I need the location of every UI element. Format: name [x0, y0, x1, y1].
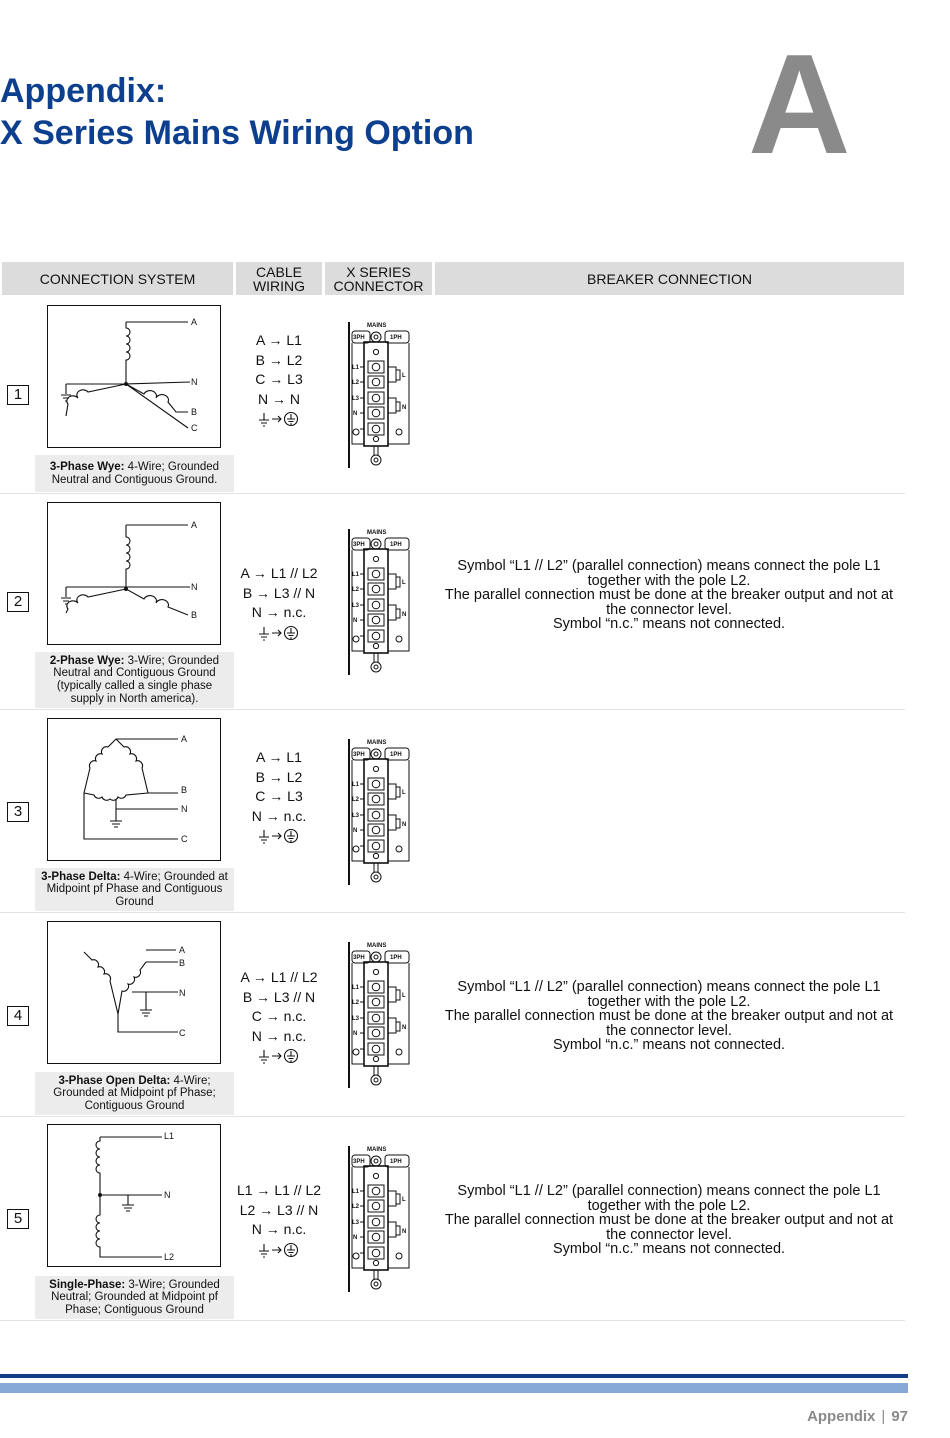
caption-title: 3-Phase Open Delta:: [58, 1074, 171, 1087]
connector-label-n-right: N: [402, 1229, 407, 1235]
diagram-label-l2: L2: [164, 1252, 175, 1262]
diagram-label-b: B: [181, 785, 188, 795]
connector-label-l2: L2: [352, 1204, 360, 1210]
wiring-line: N → n.c.: [251, 1221, 307, 1237]
connector-label-l1: L1: [352, 1189, 360, 1195]
row-number: 5: [7, 1209, 29, 1229]
connector-label-l: L: [402, 580, 406, 586]
wiring-diagram-3-phase-wye: [47, 305, 221, 448]
diagram-label-a: A: [179, 945, 186, 955]
diagram-label-a: A: [191, 317, 198, 327]
x-series-connector-diagram: [344, 940, 412, 1090]
breaker-connection-note: [436, 980, 902, 1053]
connection-caption: [35, 868, 234, 911]
wiring-line: B → L2: [255, 351, 303, 368]
connector-label-l1: L1: [352, 572, 360, 578]
wiring-line: A → L1 // L2: [240, 969, 318, 985]
connection-caption: [35, 652, 234, 708]
wiring-line: A → L1: [256, 749, 302, 765]
diagram-label-a: A: [191, 520, 198, 530]
connector-label-n-right: N: [402, 822, 407, 828]
connector-label-l3: L3: [352, 813, 360, 819]
connector-label-l: L: [402, 373, 406, 379]
ground-to-ground-icon: [257, 410, 301, 428]
x-series-connector-diagram: [344, 1144, 412, 1294]
diagram-label-n: N: [181, 804, 188, 814]
caption-title: 3-Phase Wye:: [49, 460, 125, 473]
ground-to-ground-icon: [257, 827, 301, 845]
connector-label-n: N: [353, 1235, 358, 1241]
connector-label-1ph: 1PH: [390, 752, 402, 758]
wiring-line: N → n.c.: [251, 604, 307, 620]
footer-rule-dark: [0, 1374, 908, 1378]
connector-label-l2: L2: [352, 587, 360, 593]
wiring-line: C → n.c.: [251, 1008, 307, 1024]
wiring-line: N → N: [258, 390, 300, 407]
header-connection-system: CONNECTION SYSTEM: [2, 262, 233, 295]
footer-separator: |: [881, 1408, 886, 1425]
breaker-note-line: Symbol “L1 // L2” (parallel connection) means connect the pole L1 together with the pole L2.: [457, 558, 881, 589]
connector-label-1ph: 1PH: [390, 1159, 402, 1165]
connector-label-l: L: [402, 790, 406, 796]
cable-wiring-list: [236, 748, 322, 846]
x-series-connector-diagram: [344, 737, 412, 887]
connector-label-mains: MAINS: [367, 530, 387, 536]
caption-text: 4-Wire; Grounded Neutral and Contiguous Ground.: [51, 460, 220, 486]
wiring-line: N → n.c.: [251, 807, 307, 824]
connector-label-mains: MAINS: [367, 1147, 387, 1153]
ground-wiring-line: [236, 409, 322, 429]
wiring-line: B → L3 // N: [242, 988, 316, 1005]
connector-label-l3: L3: [352, 1016, 360, 1022]
diagram-label-n: N: [191, 377, 198, 387]
connector-label-1ph: 1PH: [390, 955, 402, 961]
footer-rule-light: [0, 1383, 908, 1393]
cable-wiring-list: [236, 564, 322, 642]
diagram-label-n: N: [164, 1190, 171, 1200]
wiring-diagram-3-phase-delta: [47, 718, 221, 861]
title-line-2: X Series Mains Wiring Option: [0, 114, 474, 152]
wiring-line: B → L3 // N: [242, 584, 316, 601]
wiring-diagram-2-phase-wye: [47, 502, 221, 645]
wiring-line: N → n.c.: [251, 1027, 307, 1044]
connector-label-3ph: 3PH: [353, 335, 365, 341]
page-footer: [807, 1408, 908, 1425]
ground-wiring-line: [236, 623, 322, 643]
diagram-label-c: C: [191, 423, 198, 433]
connector-label-l1: L1: [352, 365, 360, 371]
connector-label-mains: MAINS: [367, 740, 387, 746]
x-series-connector-diagram: [344, 320, 412, 470]
header-breaker-connection: BREAKER CONNECTION: [435, 262, 904, 295]
title-line-1: Appendix:: [0, 72, 167, 110]
connector-label-3ph: 3PH: [353, 1159, 365, 1165]
connector-label-n: N: [353, 828, 358, 834]
caption-text: 3-Wire; Grounded Neutral; Grounded at Midpoint pf Phase; Contiguous Ground: [51, 1278, 220, 1316]
diagram-label-a: A: [181, 734, 188, 744]
header-connector: X SERIES CONNECTOR: [325, 262, 432, 295]
page-number: 97: [891, 1408, 908, 1425]
connector-label-3ph: 3PH: [353, 752, 365, 758]
breaker-note-line: The parallel connection must be done at the breaker output and not at the connector level.: [444, 1212, 894, 1243]
wiring-line: B → L2: [255, 768, 303, 785]
breaker-connection-note: [436, 1184, 902, 1257]
connector-label-n: N: [353, 411, 358, 417]
connector-label-l3: L3: [352, 396, 360, 402]
ground-wiring-line: [236, 826, 322, 846]
diagram-label-l1: L1: [164, 1131, 175, 1141]
section-letter: A: [748, 25, 851, 184]
caption-text: 4-Wire; Grounded at Midpoint pf Phase and Contiguous Ground: [46, 870, 228, 908]
connector-label-n-right: N: [402, 1025, 407, 1031]
connector-label-n-right: N: [402, 612, 407, 618]
caption-title: 3-Phase Delta:: [41, 870, 121, 883]
connector-label-mains: MAINS: [367, 323, 387, 329]
diagram-label-b: B: [191, 407, 198, 417]
footer-section: Appendix: [807, 1408, 876, 1425]
row-number: 4: [7, 1006, 29, 1026]
breaker-note-line: Symbol “n.c.” means not connected.: [552, 616, 786, 632]
connector-label-l3: L3: [352, 603, 360, 609]
diagram-label-n: N: [191, 582, 198, 592]
ground-to-ground-icon: [257, 1241, 301, 1259]
row-divider: [0, 493, 905, 494]
row-divider: [0, 1116, 905, 1117]
breaker-note-line: The parallel connection must be done at the breaker output and not at the connector level.: [444, 1008, 894, 1039]
x-series-connector-diagram: [344, 527, 412, 677]
wiring-line: A → L1 // L2: [240, 565, 318, 581]
breaker-note-line: Symbol “n.c.” means not connected.: [552, 1241, 786, 1257]
connector-label-1ph: 1PH: [390, 542, 402, 548]
connector-label-l: L: [402, 1197, 406, 1203]
header-cable-wiring: CABLE WIRING: [236, 262, 322, 295]
connector-label-3ph: 3PH: [353, 542, 365, 548]
breaker-note-line: Symbol “n.c.” means not connected.: [552, 1037, 786, 1053]
wiring-line: L1 → L1 // L2: [236, 1182, 322, 1198]
connector-label-n-right: N: [402, 405, 407, 411]
wiring-diagram-single-phase: [47, 1124, 221, 1267]
connection-caption: [35, 1276, 234, 1319]
wiring-line: A → L1: [256, 332, 302, 348]
connector-label-n: N: [353, 618, 358, 624]
wiring-line: L2 → L3 // N: [239, 1201, 319, 1218]
wiring-line: C → L3: [255, 371, 303, 387]
row-number: 1: [7, 385, 29, 405]
diagram-label-b: B: [191, 610, 198, 620]
cable-wiring-list: [236, 968, 322, 1066]
breaker-connection-note: [436, 559, 902, 632]
row-number: 2: [7, 592, 29, 612]
connector-label-l3: L3: [352, 1220, 360, 1226]
diagram-label-b: B: [179, 958, 186, 968]
connector-label-l2: L2: [352, 797, 360, 803]
connector-label-3ph: 3PH: [353, 955, 365, 961]
connector-label-1ph: 1PH: [390, 335, 402, 341]
caption-title: 2-Phase Wye:: [49, 654, 125, 667]
connector-label-l1: L1: [352, 782, 360, 788]
connection-caption: [35, 455, 234, 492]
row-divider: [0, 912, 905, 913]
diagram-label-c: C: [179, 1028, 186, 1038]
breaker-note-line: The parallel connection must be done at the breaker output and not at the connector level.: [444, 587, 894, 618]
ground-wiring-line: [236, 1240, 322, 1260]
row-number: 3: [7, 802, 29, 822]
ground-wiring-line: [236, 1046, 322, 1066]
row-divider: [0, 709, 905, 710]
connector-label-l: L: [402, 993, 406, 999]
wiring-line: C → L3: [255, 788, 303, 804]
caption-title: Single-Phase:: [49, 1278, 126, 1291]
connector-label-l1: L1: [352, 985, 360, 991]
caption-text: 3-Wire; Grounded Neutral and Contiguous Ground (typically called a single phase supply in North america).: [53, 654, 220, 705]
ground-to-ground-icon: [257, 624, 301, 642]
wiring-diagram-3-phase-open-delta: [47, 921, 221, 1064]
connector-label-n: N: [353, 1031, 358, 1037]
caption-text: 4-Wire; Grounded at Midpoint pf Phase; Contiguous Ground: [53, 1074, 216, 1112]
connector-label-l2: L2: [352, 380, 360, 386]
connector-label-mains: MAINS: [367, 943, 387, 949]
cable-wiring-list: [236, 331, 322, 429]
connection-caption: [35, 1072, 234, 1115]
connector-label-l2: L2: [352, 1000, 360, 1006]
cable-wiring-list: [236, 1181, 322, 1259]
diagram-label-n: N: [179, 988, 186, 998]
diagram-label-c: C: [181, 834, 188, 844]
breaker-note-line: Symbol “L1 // L2” (parallel connection) means connect the pole L1 together with the pole L2.: [457, 979, 881, 1010]
row-divider: [0, 1320, 905, 1321]
ground-to-ground-icon: [257, 1047, 301, 1065]
breaker-note-line: Symbol “L1 // L2” (parallel connection) means connect the pole L1 together with the pole L2.: [457, 1183, 881, 1214]
page-title: [0, 70, 474, 154]
